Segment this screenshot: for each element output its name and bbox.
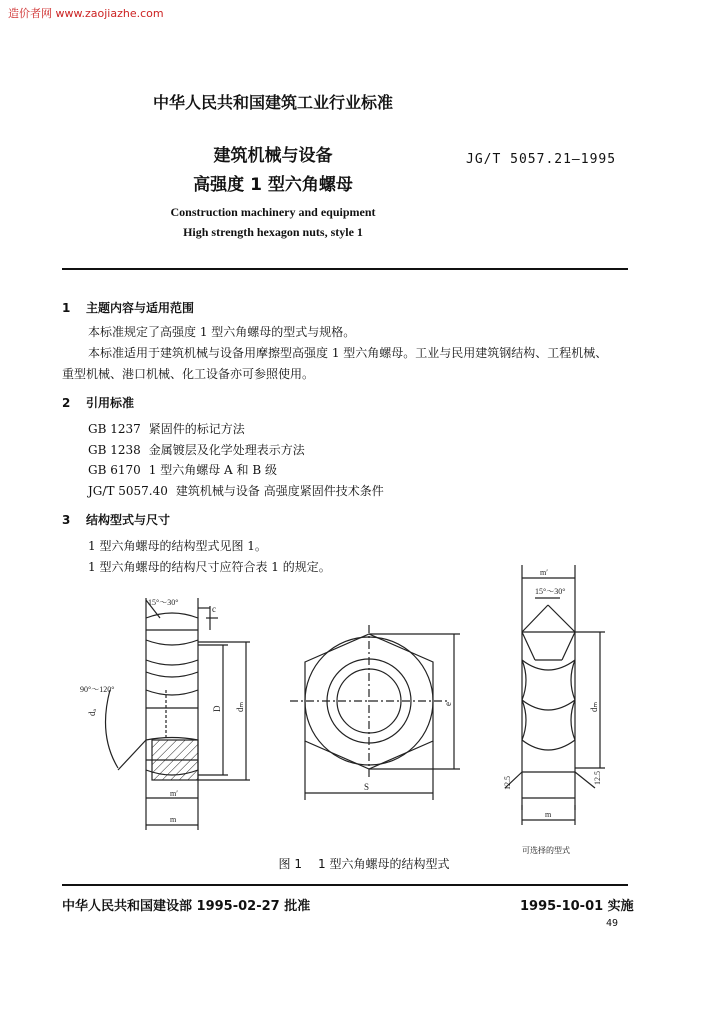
- figure-caption-label: 图 1: [278, 857, 302, 871]
- label-alt-m: m: [545, 810, 552, 819]
- label-e: e: [443, 702, 453, 706]
- front-view: [290, 625, 460, 800]
- label-alt-dw: dₘ: [589, 701, 599, 712]
- reference-desc: 1 型六角螺母 A 和 B 级: [148, 463, 277, 477]
- reference-code: GB 6170: [88, 463, 141, 477]
- optional-form-note: 可选择的型式: [522, 846, 570, 855]
- standard-number: JG/T 5057.21—1995: [466, 152, 617, 167]
- paragraph: 本标准适用于建筑机械与设备用摩擦型高强度 1 型六角螺母。工业与民用建筑钢结构、工程机械、: [88, 346, 608, 360]
- implementation-date: 1995-10-01 实施: [520, 899, 634, 914]
- industry-standard-heading: 中华人民共和国建筑工业行业标准: [152, 93, 393, 112]
- english-title-line-1: Construction machinery and equipment: [170, 205, 376, 219]
- section-title: 主题内容与适用范围: [86, 301, 195, 315]
- section-title: 引用标准: [86, 396, 135, 410]
- reference-desc: 紧固件的标记方法: [148, 422, 245, 436]
- label-alt-12-5-right: 12.5: [593, 771, 602, 785]
- title-line-2: 高强度 1 型六角螺母: [193, 175, 353, 195]
- label-alt-mw: m′: [540, 568, 548, 577]
- label-c: c: [212, 604, 216, 614]
- alternative-view: [505, 565, 605, 825]
- reference-code: JG/T 5057.40: [88, 484, 168, 498]
- label-alt-12-5-left: 12.5: [503, 776, 512, 790]
- english-title-line-2: High strength hexagon nuts, style 1: [183, 225, 363, 239]
- label-s: S: [364, 782, 370, 792]
- title-line-1: 建筑机械与设备: [213, 146, 333, 166]
- footer-divider: [62, 884, 628, 886]
- label-da: dₐ: [87, 709, 97, 716]
- label-angle-top: 15°～30°: [148, 598, 179, 607]
- approval-line: 中华人民共和国建设部 1995-02-27 批准: [62, 899, 311, 914]
- reference-desc: 金属镀层及化学处理表示方法: [148, 443, 305, 457]
- label-mw: m′: [170, 789, 178, 798]
- section-number: 2: [62, 396, 71, 410]
- label-alt-angle: 15°～30°: [535, 587, 566, 596]
- reference-code: GB 1237: [88, 422, 141, 436]
- section-number: 1: [62, 301, 71, 315]
- paragraph: 1 型六角螺母的结构型式见图 1。: [88, 539, 267, 553]
- label-m: m: [170, 815, 177, 824]
- reference-desc: 建筑机械与设备 高强度紧固件技术条件: [175, 484, 384, 498]
- reference-code: GB 1238: [88, 443, 141, 457]
- label-D: D: [212, 705, 222, 712]
- paragraph: 本标准规定了高强度 1 型六角螺母的型式与规格。: [88, 325, 356, 339]
- page-number: 49: [606, 918, 619, 929]
- figure-caption-text: 1 型六角螺母的结构型式: [318, 857, 450, 871]
- section-title: 结构型式与尺寸: [86, 513, 171, 527]
- figure-caption: [0, 855, 728, 872]
- watermark-text: 造价者网 www.zaojiazhe.com: [8, 7, 164, 20]
- paragraph: 1 型六角螺母的结构尺寸应符合表 1 的规定。: [88, 560, 331, 574]
- section-number: 3: [62, 513, 71, 527]
- label-dw: dₘ: [235, 701, 245, 712]
- paragraph: 重型机械、港口机械、化工设备亦可参照使用。: [62, 367, 315, 381]
- label-angle-side: 90°～120°: [80, 685, 115, 694]
